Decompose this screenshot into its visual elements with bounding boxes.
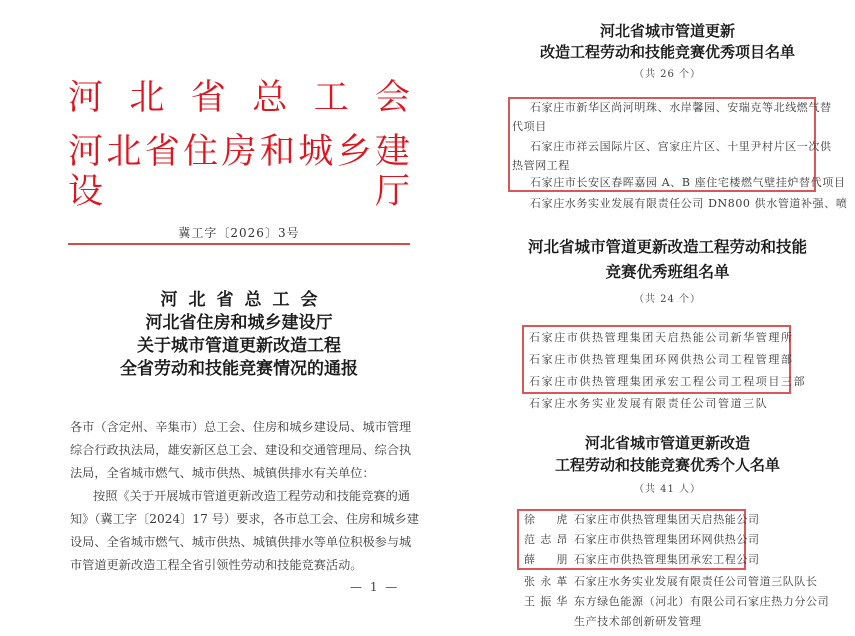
project-item-continued: 代项目: [512, 120, 547, 133]
individual-row: [524, 575, 818, 589]
notice-title-line-3: 关于城市管道更新改造工程: [137, 336, 341, 356]
letterhead-federation-of-trade-unions: 河北省总工会: [68, 78, 410, 118]
body-text-line: 法局，全省城市燃气、城市供热、城镇供排水有关单位：: [70, 466, 375, 480]
notice-title-line-1: 河北省总工会: [160, 290, 329, 310]
individuals-count: （共 41 人）: [633, 484, 702, 495]
body-text-line: 设局、全省城市燃气、城市供热、城镇供排水等单位积极参与城: [70, 535, 412, 549]
person-organization: 石家庄市供热管理集团天启热能公司: [574, 513, 760, 526]
body-text-line: 各市（含定州、辛集市）总工会、住房和城乡建设局、城市管理: [70, 420, 412, 434]
body-text-line: 综合行政执法局，雄安新区总工会、建设和交通管理局、综合执: [70, 443, 412, 457]
teams-title-line-2: 竞赛优秀班组名单: [605, 262, 730, 281]
person-organization: 石家庄水务实业发展有限责任公司管道三队队长: [574, 575, 818, 588]
document-number: 冀工字〔2026〕3号: [178, 226, 300, 240]
notice-title-line-4: 全省劳动和技能竞赛情况的通报: [120, 359, 358, 379]
person-name: 徐虎: [524, 513, 568, 526]
teams-title-line-1: 河北省城市管道更新改造工程劳动和技能: [527, 237, 807, 256]
individual-row-continued: [524, 615, 702, 629]
person-name: 张永革: [524, 575, 568, 588]
project-item: 石家庄水务实业发展有限责任公司 DN800 供水管道补强、喷: [530, 197, 848, 210]
body-text-line: 知》（冀工字〔2024〕17 号）要求，各市总工会、住房和城乡建: [70, 512, 419, 526]
individuals-title-line-1: 河北省城市管道更新改造: [584, 434, 750, 452]
individual-row: [524, 513, 760, 527]
individuals-title-line-2: 工程劳动和技能竞赛优秀个人名单: [554, 456, 780, 474]
team-item: 石家庄水务实业发展有限责任公司管道三队: [529, 397, 769, 410]
letterhead-housing-department: 河北省住房和城乡建设厅: [68, 132, 410, 212]
project-item: 石家庄市祥云国际片区、宫家庄片区、十里尹村片区一次供: [530, 140, 832, 153]
page-number: — 1 —: [350, 580, 400, 594]
body-text-line: 按照《关于开展城市管道更新改造工程劳动和技能竞赛的通: [93, 489, 410, 503]
person-name: 王振华: [524, 595, 568, 608]
notice-title-line-2: 河北省住房和城乡建设厅: [145, 313, 333, 333]
person-organization: 生产技术部创新研发管理: [574, 615, 702, 628]
individual-row: [524, 533, 760, 547]
person-organization: 石家庄市供热管理集团承宏工程公司: [574, 553, 760, 566]
project-item: 石家庄市新华区尚河明珠、水岸馨园、安瑞克等北线燃气替: [530, 101, 832, 114]
projects-title-line-2: 改造工程劳动和技能竞赛优秀项目名单: [539, 43, 795, 61]
team-item: 石家庄市供热管理集团天启热能公司新华管理所: [529, 331, 794, 344]
individual-row: [524, 553, 760, 567]
individual-row: [524, 595, 829, 609]
person-organization: 石家庄市供热管理集团环网供热公司: [574, 533, 760, 546]
body-text-line: 市管道更新改造工程全省引领性劳动和技能竞赛活动。: [70, 558, 363, 572]
project-item: 石家庄市长安区春晖嘉园 A、B 座住宅楼燃气壁挂炉替代项目: [530, 176, 846, 189]
award-lists-page: [480, 0, 855, 636]
team-item: 石家庄市供热管理集团承宏工程公司工程项目三部: [529, 375, 807, 388]
person-name: 范志昂: [524, 533, 568, 546]
team-item: 石家庄市供热管理集团环网供热公司工程管理部: [529, 353, 794, 366]
projects-title-line-1: 河北省城市管道更新: [599, 22, 735, 40]
person-organization: 东方绿色能源（河北）有限公司石家庄热力分公司: [574, 595, 830, 608]
project-item-continued: 热管网工程: [512, 159, 570, 172]
red-divider: [68, 243, 410, 245]
person-name: 薛朋: [524, 553, 568, 566]
teams-count: （共 24 个）: [633, 294, 702, 305]
projects-count: （共 26 个）: [633, 69, 702, 80]
